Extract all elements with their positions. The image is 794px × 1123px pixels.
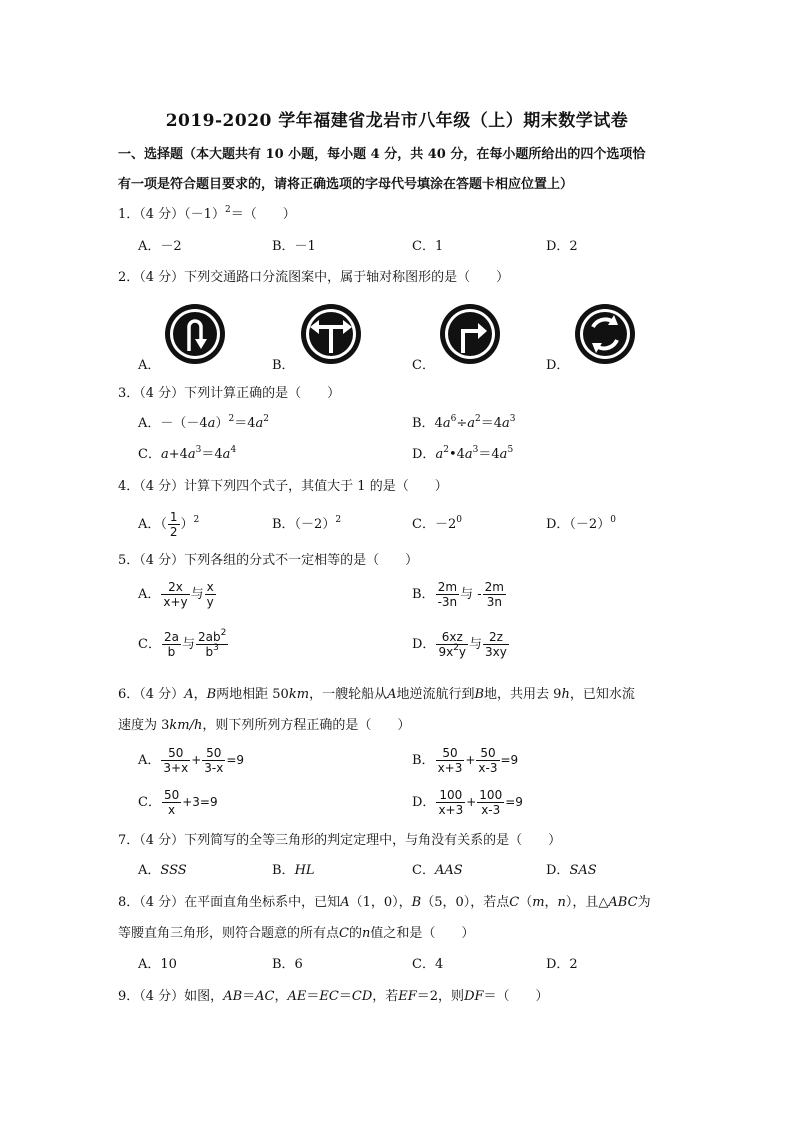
q7-option-c [412, 861, 463, 881]
q9-seg-ef: EF [398, 989, 417, 1004]
q3d-var3: a [499, 447, 508, 462]
q3a-exp1: 2 [228, 414, 235, 424]
q5a-frac1 [161, 580, 189, 609]
question-8-line2 [118, 924, 688, 944]
q8-point-c: C [509, 895, 520, 910]
q5d-d1-wrap [436, 645, 468, 659]
q7-option-a [138, 861, 187, 881]
q8-text-h: 的 [348, 926, 362, 941]
q5c-label: C． [138, 637, 161, 652]
q6-var-a2: A [387, 687, 397, 702]
q6b-label: B． [412, 753, 435, 768]
q6-option-a [138, 743, 244, 778]
q3a-var: a [207, 416, 216, 431]
q3b-exp2: 2 [475, 414, 481, 424]
q7b-label: B． [272, 863, 295, 878]
q6-unit-kmh: km/h [169, 718, 203, 733]
q5d-n1: 6xz [436, 630, 468, 645]
q1-blank: ＝（ ） [230, 207, 296, 222]
q5d-frac1 [436, 630, 468, 659]
q4a-den: 2 [169, 525, 178, 539]
question-5-stem: 5．（4 分）下列各组的分式不一定相等的是（ ） [118, 553, 419, 568]
u-turn-sign-icon [164, 303, 226, 365]
q3a-exp2: 2 [263, 414, 269, 424]
q6a-label: A． [138, 753, 161, 768]
q5d-d1: 9x [438, 645, 454, 659]
q3c-op: +4 [168, 447, 188, 462]
q3-option-a [138, 414, 269, 434]
q5c-frac1 [162, 630, 181, 659]
question-6-line1 [118, 685, 688, 705]
left-right-turn-sign-icon [300, 303, 362, 365]
q6b-frac2 [476, 746, 499, 775]
q1-text: 1．（4 分）（－1） [118, 207, 225, 222]
q3b-exp1: 6 [450, 414, 457, 424]
q6b-d1: x+3 [437, 761, 463, 775]
q4a-pre: A．（ [138, 517, 167, 532]
q4a-fraction [168, 510, 180, 539]
q3c-eq: ＝4 [201, 447, 223, 462]
q8-option-d: D．2 [546, 957, 578, 972]
q6a-frac1 [161, 746, 190, 775]
q3c-exp3: 4 [230, 445, 237, 455]
q4b-exp: 2 [335, 515, 342, 525]
q6d-d1: x+3 [438, 803, 464, 817]
q6b-eq: =9 [500, 753, 519, 767]
question-2-stem: 2．（4 分）下列交通路口分流图案中，属于轴对称图形的是（ ） [118, 270, 510, 285]
question-4-stem: 4．（4 分）计算下列四个式子，其值大于 1 的是（ ） [118, 479, 448, 494]
q9-seg-cd: CD [351, 989, 373, 1004]
q5a-frac2 [205, 580, 216, 609]
q5c-n2: 2ab [197, 630, 221, 644]
q6a-eq: =9 [226, 753, 245, 767]
q5c-mid: 与 [181, 637, 195, 652]
q3b-var3: a [502, 416, 510, 431]
q9-seg-ae: AE [287, 989, 307, 1004]
q9-eq3: ＝ [338, 989, 352, 1004]
q6-text-e: 地，共用去 9 [484, 687, 562, 702]
q4a-exp: 2 [193, 515, 200, 525]
q4-option-b [272, 515, 341, 535]
q5b-d1: -3n [437, 595, 458, 609]
q3c-var3: a [222, 447, 231, 462]
q2-option-d: D． [546, 358, 570, 373]
q8-var-n2: n [361, 926, 371, 941]
q8-text-b: （1，0）， [349, 895, 412, 910]
q6d-op: + [466, 795, 477, 809]
question-9-stem [118, 987, 688, 1007]
q6c-d1: x [168, 803, 176, 817]
q5c-d2: b [205, 645, 214, 659]
question-7-stem: 7．（4 分）下列简写的全等三角形的判定定理中，与角没有关系的是（ ） [118, 833, 562, 848]
q6c-rest: +3=9 [182, 795, 218, 809]
q6d-n2: 100 [479, 788, 503, 802]
q7d-label: D． [546, 863, 570, 878]
q3d-op: •4 [448, 447, 465, 462]
q6-text-a: 6．（4 分） [118, 687, 185, 702]
q6-text-c: ，一艘轮船从 [309, 687, 388, 702]
section-heading-line2: 有一项是符合题目要求的，请将正确选项的字母代号填涂在答题卡相应位置上） [118, 177, 574, 192]
q9-seg-ec: EC [319, 989, 339, 1004]
q4b-text: B．（－2） [272, 517, 336, 532]
q6a-d2: 3-x [204, 761, 224, 775]
q1-option-d: D．2 [546, 239, 578, 254]
q3a-paren: ） [215, 416, 229, 431]
q6b-op: + [465, 753, 476, 767]
q1-option-c: C．1 [412, 239, 444, 254]
q6c-n1: 50 [163, 788, 180, 802]
section-heading-line1: 一、选择题（本大题共有 10 小题，每小题 4 分，共 40 分，在每小题所给出的四个选项恰 [118, 147, 646, 162]
q8-text-c: （5，0），若点 [421, 895, 510, 910]
q6-text-g: 速度为 3 [118, 718, 170, 733]
q3b-eq: ＝4 [480, 416, 503, 431]
q8-option-c: C．4 [412, 957, 444, 972]
q7c-value: AAS [434, 863, 463, 878]
q5b-mid: 与 - [460, 587, 482, 602]
q2-option-b: B． [272, 358, 295, 373]
q5-option-c [138, 628, 229, 662]
q9-seg-ab: AB [223, 989, 243, 1004]
q3d-eq: ＝4 [478, 447, 500, 462]
question-6-line2 [118, 716, 688, 736]
q6d-n1: 100 [436, 788, 465, 803]
q5c-d2-wrap [196, 645, 228, 659]
q3c-var2: a [187, 447, 196, 462]
q1-option-b: B．－1 [272, 239, 316, 254]
q5d-d1-exp: 2 [453, 643, 459, 653]
q3d-exp1: 2 [443, 445, 449, 455]
q9-eq2: ＝ [306, 989, 320, 1004]
q6d-d2: x-3 [481, 803, 501, 817]
q6d-eq: =9 [505, 795, 523, 809]
q3c-pre: C． [138, 447, 161, 462]
q4d-exp: 0 [610, 515, 616, 525]
q3d-var1: a [435, 447, 444, 462]
q5a-n2: x [206, 580, 214, 594]
q5d-n2: 2z [483, 630, 509, 645]
q6c-label: C． [138, 795, 161, 810]
q3b-pre: B．4 [412, 416, 443, 431]
q8-point-b: B [411, 895, 422, 910]
q3a-pre: A．－（－4 [138, 416, 208, 431]
q8-text-a: 8．（4 分）在平面直角坐标系中，已知 [118, 895, 341, 910]
q1-exponent: 2 [224, 205, 231, 215]
q8-point-c2: C [339, 926, 349, 941]
q5-option-a [138, 578, 217, 612]
q7c-label: C． [412, 863, 435, 878]
q4-option-a [138, 508, 199, 542]
q6b-d2: x-3 [478, 761, 498, 775]
q8-option-a: A．10 [138, 957, 177, 972]
q5d-frac2 [483, 630, 509, 659]
q3b-var2: a [467, 416, 475, 431]
q3-option-c [138, 445, 236, 465]
q4a-post: ） [180, 517, 194, 532]
q6c-frac1 [162, 788, 181, 817]
q8-text-e: ），且△ [565, 895, 609, 910]
q5b-n2: 2m [484, 580, 504, 594]
q5c-frac2 [196, 630, 228, 659]
q8-text-d: （ [519, 895, 533, 910]
q8-comma: ， [544, 895, 558, 910]
q8-text-f: 为 [637, 895, 651, 910]
q5b-frac2 [483, 580, 506, 609]
q9-text-e: ＝（ ） [483, 989, 549, 1004]
q6-text-f: ，已知水流 [569, 687, 635, 702]
q3c-var1: a [160, 447, 169, 462]
q8-point-a: A [340, 895, 350, 910]
roundabout-sign-icon [574, 303, 636, 365]
q3d-pre: D． [412, 447, 436, 462]
q8-var-m: m [532, 895, 545, 910]
q6a-d1: 3+x [163, 761, 189, 775]
q6a-frac2 [202, 746, 225, 775]
q3a-var2: a [255, 416, 264, 431]
q5a-label: A． [138, 587, 161, 602]
q3a-eq: ＝4 [234, 416, 256, 431]
q4c-text: C．－2 [412, 517, 457, 532]
q5a-d1: x+y [163, 595, 188, 609]
question-8-line1 [118, 893, 688, 913]
q6-unit-km: km [288, 687, 310, 702]
question-1-stem [118, 205, 688, 225]
q3c-exp2: 3 [195, 445, 202, 455]
q7-option-d [546, 861, 597, 881]
q4a-num: 1 [169, 510, 178, 524]
q6d-frac2 [477, 788, 504, 817]
q5c-n2-exp: 2 [220, 628, 227, 638]
q9-seg-ac: AC [255, 989, 275, 1004]
q5a-mid: 与 [190, 587, 204, 602]
q3b-exp3: 3 [509, 414, 516, 424]
q9-text-d: ＝2，则 [416, 989, 465, 1004]
q5c-d2-exp: 3 [213, 643, 219, 653]
q6-option-c [138, 785, 218, 820]
q5d-d2: 3xy [485, 645, 507, 659]
page-title: 2019-2020 学年福建省龙岩市八年级（上）期末数学试卷 [165, 111, 629, 131]
q3d-var2: a [464, 447, 473, 462]
q7b-value: HL [294, 863, 315, 878]
q8-triangle: ABC [608, 895, 638, 910]
q4-option-d [546, 515, 616, 535]
q6-option-d [412, 785, 523, 820]
q6b-frac1 [436, 746, 465, 775]
q4-option-c [412, 515, 462, 535]
q6d-label: D． [412, 795, 436, 810]
q3d-exp2: 3 [472, 445, 479, 455]
q6b-n1: 50 [436, 746, 465, 761]
q5b-frac1 [436, 580, 460, 609]
q6b-n2: 50 [476, 746, 499, 761]
q8-text-g: 等腰直角三角形，则符合题意的所有点 [118, 926, 340, 941]
q7a-label: A． [138, 863, 161, 878]
q7-option-b [272, 861, 315, 881]
q3d-exp3: 5 [507, 445, 514, 455]
q5d-label: D． [412, 637, 436, 652]
q6a-n2: 50 [202, 746, 225, 761]
q5b-label: B． [412, 587, 435, 602]
q6-var-b2: B [474, 687, 485, 702]
q9-text-a: 9．（4 分）如图， [118, 989, 224, 1004]
q8-text-i: 值之和是（ ） [370, 926, 475, 941]
q4c-exp: 0 [456, 515, 462, 525]
q6d-frac1 [436, 788, 465, 817]
q9-text-c: ，若 [372, 989, 399, 1004]
q3b-op: ÷ [456, 416, 468, 431]
q7a-value: SSS [160, 863, 187, 878]
q2-option-a: A． [138, 358, 161, 373]
q9-seg-df: DF [464, 989, 484, 1004]
q6-var-a: A [184, 687, 194, 702]
q6-unit-h: h [561, 687, 570, 702]
q5b-d2: 3n [486, 595, 502, 609]
q6a-op: + [191, 753, 202, 767]
q6-text-h: ，则下列所列方程正确的是（ ） [202, 718, 411, 733]
q4d-text: D．（－2） [546, 517, 611, 532]
q5a-n1: 2x [161, 580, 189, 595]
q6a-n1: 50 [161, 746, 190, 761]
q5d-d1b: y [458, 645, 467, 659]
q8-var-n: n [557, 895, 566, 910]
q9-eq1: ＝ [242, 989, 256, 1004]
q2-option-c: C． [412, 358, 435, 373]
q6-sep: ， [193, 687, 207, 702]
q8-option-b: B．6 [272, 957, 303, 972]
q6-text-d: 地逆流航行到 [396, 687, 475, 702]
q6-option-b [412, 743, 518, 778]
q5c-n1: 2a [163, 630, 179, 644]
q5-option-b [412, 578, 507, 612]
q3-option-d [412, 445, 513, 465]
q5d-mid: 与 [469, 637, 483, 652]
q7d-value: SAS [569, 863, 597, 878]
question-3-stem: 3．（4 分）下列计算正确的是（ ） [118, 386, 341, 401]
q6-text-b: 两地相距 50 [216, 687, 289, 702]
q5b-n1: 2m [436, 580, 460, 595]
right-turn-sign-icon [439, 303, 501, 365]
q5c-d1: b [167, 645, 176, 659]
q1-option-a: A．－2 [138, 239, 182, 254]
q5-option-d [412, 628, 510, 662]
q3b-var1: a [442, 416, 451, 431]
q5a-d2: y [206, 595, 214, 609]
q9-text-b: ， [274, 989, 288, 1004]
q3-option-b [412, 414, 516, 434]
q6-var-b: B [206, 687, 217, 702]
